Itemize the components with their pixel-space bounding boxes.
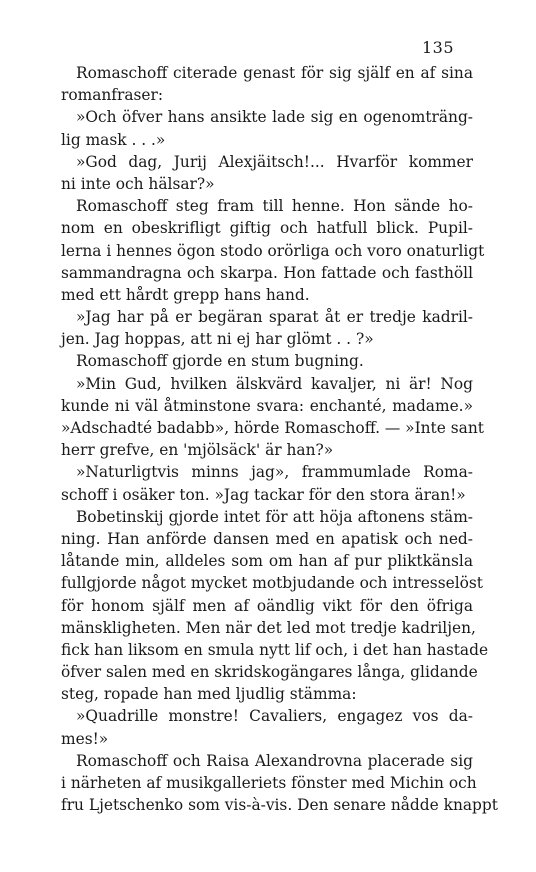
text-line: i närheten af musikgalleriets fönster med Michin och [61, 774, 477, 792]
text-line: lig mask . . .» [61, 130, 166, 149]
text-line: Bobetinskij gjorde intet för att höja aftonens stäm- [76, 507, 473, 526]
text-line: »Min Gud, hvilken älskvärd kavaljer, ni är! Nog [76, 374, 473, 393]
text-line: mänskligheten. Men när det led mot tredje kadriljen, [61, 618, 476, 637]
text-line: romanfraser: [61, 86, 164, 105]
text-line: »Jag har på er begäran sparat åt er tredje kadril- [76, 308, 473, 327]
text-line: »God dag, Jurij Alexjäitsch!... Hvarför kommer [76, 152, 473, 171]
text-line: schoff i osäker ton. »Jag tackar för den stora äran!» [61, 485, 466, 504]
text-line: Romaschoff och Raisa Alexandrovna placerade sig [76, 751, 473, 770]
text-line: med ett hårdt grepp hans hand. [61, 285, 310, 304]
text-line: fru Ljetschenko som vis-à-vis. Den senare nådde knappt [61, 796, 498, 815]
text-line: för honom själf men af oändlig vikt för den öfriga [61, 596, 473, 615]
text-line: sammandragna och skarpa. Hon fattade och fasthöll [61, 263, 473, 282]
text-line: herr grefve, en 'mjölsäck' är han?» [61, 441, 334, 460]
text-line: »Och öfver hans ansikte lade sig en ogenomträng- [76, 108, 473, 127]
page-number: 135 [421, 38, 454, 57]
body-text [61, 62, 498, 816]
text-line: steg, ropade han med ljudlig stämma: [61, 685, 357, 704]
text-line: öfver salen med en skridskogängares långa, glidande [61, 663, 478, 682]
text-line: fullgjorde något mycket motbjudande och intresselöst [61, 574, 483, 593]
text-line: jen. Jag hoppas, att ni ej har glömt . . ?» [61, 330, 374, 349]
text-line: nom en obeskrifligt giftig och hatfull blick. Pupil- [61, 219, 473, 238]
text-line: fick han liksom en smula nytt lif och, i det han hastade [61, 640, 489, 659]
text-line: »Naturligtvis minns jag», frammumlade Roma- [76, 463, 473, 482]
text-line: mes!» [61, 729, 109, 748]
text-line: »Quadrille monstre! Cavaliers, engagez vos da- [76, 707, 473, 726]
text-line: kunde ni väl åtminstone svara: enchanté, madame.» [61, 396, 473, 415]
text-line: Romaschoff gjorde en stum bugning. [76, 352, 364, 371]
text-line: ni inte och hälsar?» [61, 174, 215, 193]
text-line: låtande min, alldeles som om han af pur pliktkänsla [61, 552, 473, 571]
text-line: Romaschoff steg fram till henne. Hon sände ho- [76, 197, 473, 216]
text-line: lerna i hennes ögon stodo orörliga och voro onaturligt [61, 241, 485, 260]
text-line: Romaschoff citerade genast för sig själf en af sina [76, 64, 473, 82]
text-line: ning. Han anförde dansen med en apatisk och ned- [61, 529, 473, 548]
text-line: »Adschadté badabb», hörde Romaschoff. — »Inte sant [61, 419, 484, 437]
